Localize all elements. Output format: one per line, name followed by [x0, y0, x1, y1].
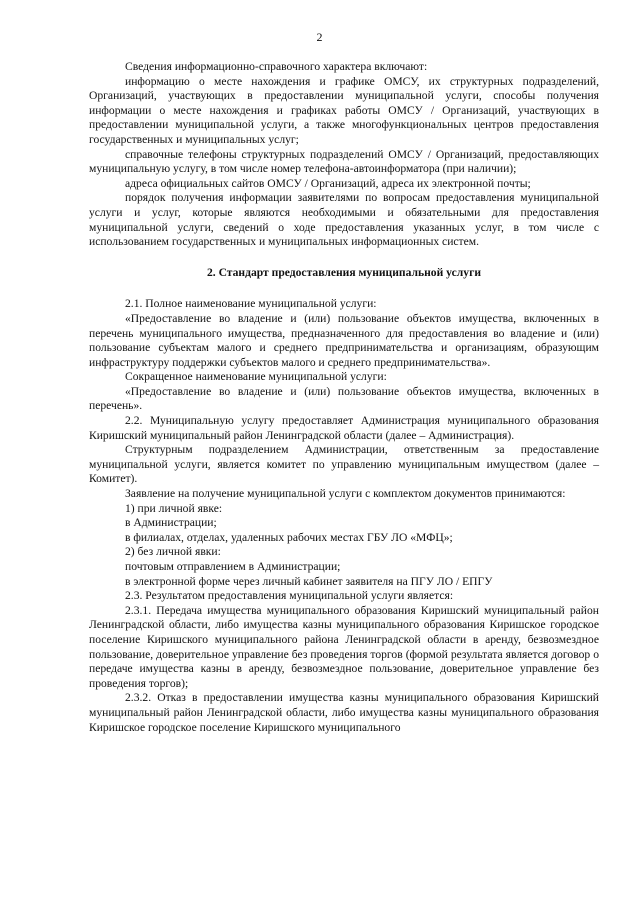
- paragraph: Заявление на получение муниципальной услуги с комплектом документов принимаются:: [125, 487, 566, 501]
- paragraph: 2.3. Результатом предоставления муниципальной услуги является:: [125, 589, 454, 603]
- paragraph: Сокращенное наименование муниципальной услуги:: [125, 370, 387, 384]
- paragraph: 2.1. Полное наименование муниципальной услуги:: [125, 297, 377, 311]
- paragraph: справочные телефоны структурных подразделений ОМСУ / Организаций, предоставляющих муниципальную услугу, в том числе номер телефона-автоинформатора (при наличии);: [89, 147, 599, 176]
- list-item: в электронной форме через личный кабинет заявителя на ПГУ ЛО / ЕПГУ: [125, 574, 493, 588]
- paragraph: 2.2. Муниципальную услугу предоставляет Администрация муниципального образования Киришский муниципальный район Ленинградской области (далее – Администрация).: [89, 414, 599, 442]
- list-item: 2) без личной явки:: [125, 545, 221, 559]
- section-heading: 2. Стандарт предоставления муниципальной услуги: [206, 265, 482, 279]
- paragraph: 2.3.1. Передача имущества муниципального образования Киришский муниципальный район Ленинградской области, либо имущества казны муниципального образования Киришское городское поселение Киришского муниципального района Ленинградской области в аренду, безвозмездное пользование, доверительное управление без проведения торгов (формой результата является договор о передаче имущества казны в аренду, безвозмездное пользование, доверительное управление без проведения торгов);: [89, 603, 599, 690]
- paragraph: адреса официальных сайтов ОМСУ / Организаций, адреса их электронной почты;: [125, 176, 531, 190]
- paragraph: информацию о месте нахождения и графике ОМСУ, их структурных подразделений, Организаций, участвующих в предоставлении муниципальной услуги, способы получения информации о месте нахождения и графиках работы ОМСУ / Организаций, участвующих в предоставлении муниципальной услуги, а также многофункциональных центров предоставления государственных и муниципальных услуг;: [89, 74, 599, 146]
- paragraph: 2.3.2. Отказ в предоставлении имущества казны муниципального образования Киришский муниципальный район Ленинградской области, либо имущества казны муниципального образования Киришское городское поселение Киришского муниципального: [89, 691, 599, 734]
- list-item: 1) при личной явке:: [125, 501, 223, 515]
- paragraph: Сведения информационно-справочного характера включают:: [125, 60, 428, 73]
- paragraph: «Предоставление во владение и (или) пользование объектов имущества, включенных в перечень муниципального имущества, предназначенного для предоставления во владение и (или) пользование субъектам малого и среднего предпринимательства и организациям, образующим инфраструктуру поддержки субъектов малого и среднего предпринимательства».: [89, 311, 599, 369]
- paragraph: Структурным подразделением Администрации, ответственным за предоставление муниципальной услуги, является комитет по управлению муниципальным имуществом (далее – Комитет).: [89, 443, 599, 486]
- list-item: в Администрации;: [125, 516, 217, 530]
- list-item: в филиалах, отделах, удаленных рабочих местах ГБУ ЛО «МФЦ»;: [125, 530, 453, 544]
- paragraph: порядок получения информации заявителями по вопросам предоставления муниципальной услуги и услуг, которые являются необходимыми и обязательными для предоставления муниципальной услуги, сведений о ходе предоставления указанных услуг, в том числе с использованием государственных и муниципальных информационных систем.: [89, 191, 599, 249]
- document-body: [89, 60, 599, 735]
- list-item: почтовым отправлением в Администрации;: [125, 560, 341, 573]
- page-number: 2: [316, 30, 323, 44]
- paragraph: «Предоставление во владение и (или) пользование объектов имущества, включенных в перечень».: [89, 384, 599, 413]
